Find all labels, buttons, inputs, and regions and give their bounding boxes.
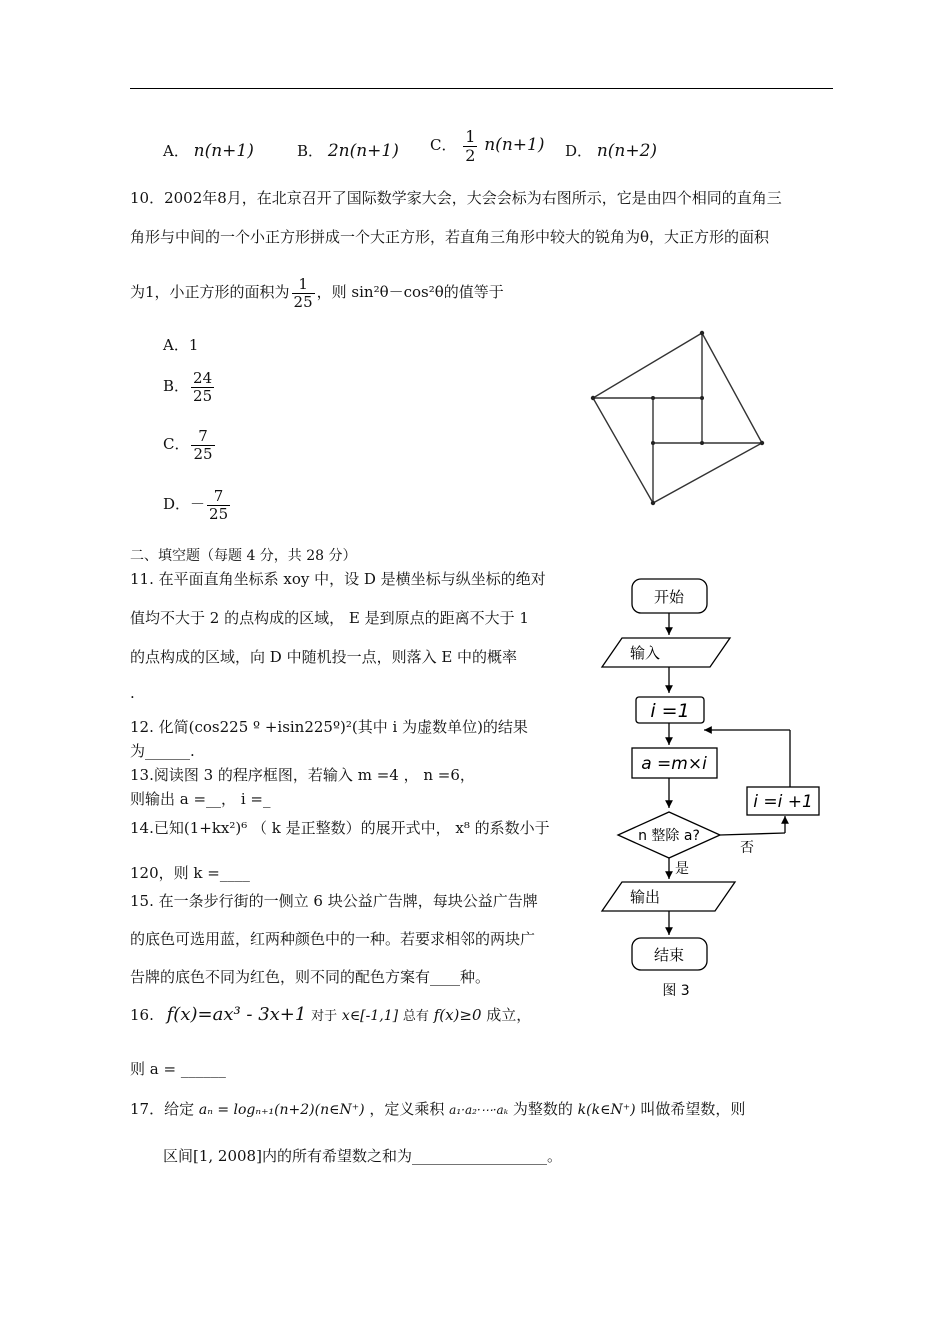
q13-line2: 则输出 a =__， i =_ (130, 790, 271, 808)
q15-line2: 的底色可选用蓝，红两种颜色中的一种。若要求相邻的两块广 (130, 930, 536, 948)
flow-end-text: 结束 (653, 946, 685, 964)
flow-caption: 图 3 (662, 983, 690, 999)
q10-option-a: A．1 (163, 336, 199, 354)
q11-line1: 11. 在平面直角坐标系 xoy 中，设 D 是横坐标与纵坐标的绝对 (130, 570, 546, 588)
flow-yes-label: 是 (675, 861, 689, 877)
q10-line3: 为1，小正方形的面积为 $\frac{1}{25}$ ，则 sin²θ－cos²θ的值等于 (130, 275, 504, 311)
flow-output-text: 输出 (630, 888, 661, 906)
q9-option-a: A． n(n+1) (163, 141, 254, 161)
q15-line1: 15. 在一条步行街的一侧立 6 块公益广告牌，每块公益广告牌 (130, 892, 538, 910)
q15-line3: 告牌的底色不同为红色，则不同的配色方案有____种。 (130, 968, 491, 986)
flowchart-figure (600, 565, 840, 1005)
flow-incr-text: i =i +1 (753, 792, 813, 812)
q14-line2: 120，则 k =____ (130, 864, 250, 882)
flow-cond-text: n 整除 a? (638, 828, 700, 844)
q12-line1: 12. 化简(cos225 º +isin225º)²(其中 i 为虚数单位)的结果 (130, 718, 528, 736)
q12-line2: 为______. (130, 742, 195, 760)
q17-line1: 17．给定 aₙ = logₙ₊₁(n+2)(n∈N⁺) ，定义乘积 a₁·a₂·⋯·aₖ 为整数的 k(k∈N⁺) 叫做希望数，则 (130, 1100, 746, 1118)
q9-option-b: B． 2n(n+1) (297, 141, 399, 161)
flow-init-text: i =1 (650, 700, 690, 722)
q9-option-d: D． n(n+2) (565, 141, 658, 161)
flow-input-text: 输入 (630, 644, 661, 662)
pinwheel-square-figure (585, 325, 770, 510)
q10-option-d: D．－ $\frac{7}{25}$ (163, 487, 229, 523)
q17-line2: 区间[1, 2008]内的所有希望数之和为__________________。 (163, 1147, 562, 1165)
flow-input-box (602, 638, 730, 667)
flow-assign-text: a =m×i (641, 754, 707, 774)
q13-line1: 13.阅读图 3 的程序框图，若输入 m =4 ， n =6， (130, 766, 475, 784)
q10-line1: 10．2002年8月，在北京召开了国际数学家大会，大会会标为右图所示，它是由四个相同的直角三 (130, 189, 782, 207)
flow-start-text: 开始 (653, 588, 685, 606)
q10-option-b: B． $\frac{24}{25}$ (163, 369, 213, 405)
q16-line2: 则 a = ______ (130, 1060, 226, 1078)
q11-line3: 的点构成的区域，向 D 中随机投一点，则落入 E 中的概率 (130, 648, 518, 666)
q9-option-c: C． $\frac{1}{2}$ n(n+1) (430, 127, 545, 165)
q16-line1: 16. f(x)=ax³ - 3x+1 对于 x∈[-1,1] 总有 f(x)≥0 成立， (130, 1004, 532, 1025)
header-rule (130, 88, 833, 89)
q10-line2: 角形与中间的一个小正方形拼成一个大正方形，若直角三角形中较大的锐角为θ，大正方形的面积 (130, 228, 770, 246)
section2-title: 二、填空题（每题 4 分，共 28 分） (130, 548, 357, 564)
q10-option-c: C． $\frac{7}{25}$ (163, 427, 213, 463)
q11-line4: . (130, 684, 135, 702)
flow-no-label: 否 (740, 840, 754, 856)
q14-line1: 14.已知(1+kx²)⁶ （ k 是正整数）的展开式中， x⁸ 的系数小于 (130, 819, 550, 837)
flow-output-box (602, 882, 735, 911)
q11-line2: 值均不大于 2 的点构成的区域， E 是到原点的距离不大于 1 (130, 609, 529, 627)
